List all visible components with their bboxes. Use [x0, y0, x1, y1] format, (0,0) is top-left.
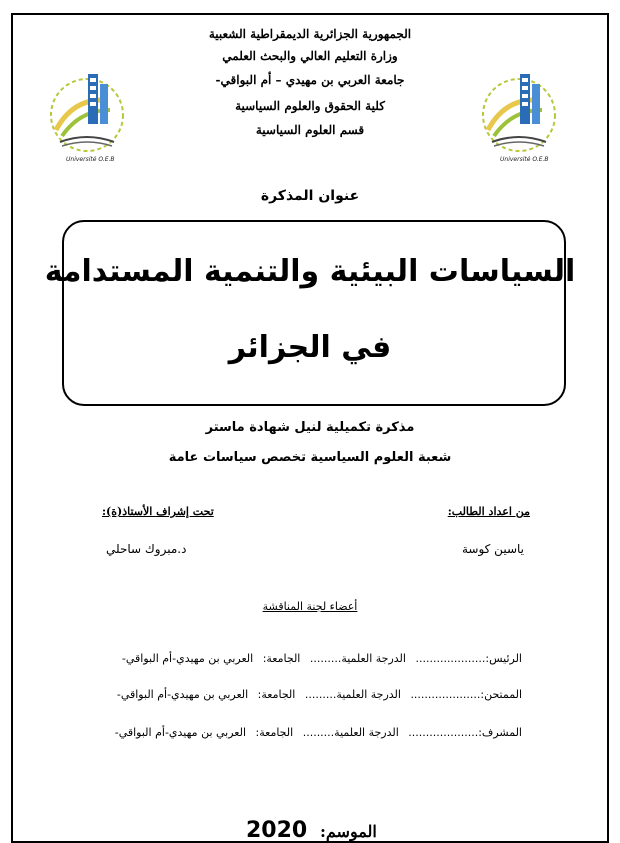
thesis-title-line1: السياسات البيئية والتنمية المستدامة: [44, 254, 576, 289]
logo-caption-right: Université O.E.B: [500, 156, 549, 163]
header-department: قسم العلوم السياسية: [255, 123, 365, 137]
member-university: العربي بن مهيدي-أم البواقي-: [121, 652, 254, 665]
member-university: العربي بن مهيدي-أم البواقي-: [114, 726, 247, 739]
academic-year-label: الموسم:: [320, 822, 377, 841]
committee-member-supervisor: [62, 726, 522, 739]
committee-title: أعضاء لجنة المناقشة: [262, 600, 358, 613]
university-logo-left: [32, 60, 142, 170]
thesis-title-label: عنوان المذكرة: [260, 188, 360, 204]
specialization: شعبة العلوم السياسية تخصص سياسات عامة: [168, 450, 452, 465]
logo-caption-left: Université O.E.B: [66, 156, 115, 163]
member-role: الرئيس:....................: [415, 652, 522, 665]
committee-member-president: [62, 652, 522, 665]
header-university: جامعة العربي بن مهيدي – أم البواقي-: [215, 73, 405, 87]
member-degree: الدرجة العلمية.........: [302, 726, 399, 739]
member-degree: الدرجة العلمية.........: [309, 652, 406, 665]
committee-member-examiner: [62, 688, 522, 701]
student-name: ياسين كوسة: [461, 542, 524, 556]
supervisor-label: تحت إشراف الأستاذ(ة):: [102, 505, 214, 518]
member-university-label: الجامعة:: [255, 726, 294, 739]
header-ministry: وزارة التعليم العالي والبحث العلمي: [222, 49, 398, 63]
student-label: من اعداد الطالب:: [447, 505, 530, 518]
member-role: الممتحن:....................: [410, 688, 522, 701]
supervisor-name: د.مبروك ساحلي: [106, 542, 187, 556]
header-faculty: كلية الحقوق والعلوم السياسية: [235, 99, 385, 113]
member-university-label: الجامعة:: [257, 688, 296, 701]
member-university-label: الجامعة:: [262, 652, 301, 665]
member-degree: الدرجة العلمية.........: [304, 688, 401, 701]
university-logo-right: [464, 60, 574, 170]
member-role: المشرف:....................: [408, 726, 522, 739]
degree-statement: مذكرة تكميلية لنيل شهادة ماستر: [205, 420, 415, 435]
member-university: العربي بن مهيدي-أم البواقي-: [116, 688, 249, 701]
university-logo-icon: [464, 60, 574, 170]
thesis-title-line2: في الجزائر: [228, 330, 392, 365]
university-logo-icon: [32, 60, 142, 170]
academic-year: 2020: [246, 818, 308, 843]
header-republic: الجمهورية الجزائرية الديمقراطية الشعبية: [208, 27, 412, 41]
title-box: [62, 220, 566, 406]
